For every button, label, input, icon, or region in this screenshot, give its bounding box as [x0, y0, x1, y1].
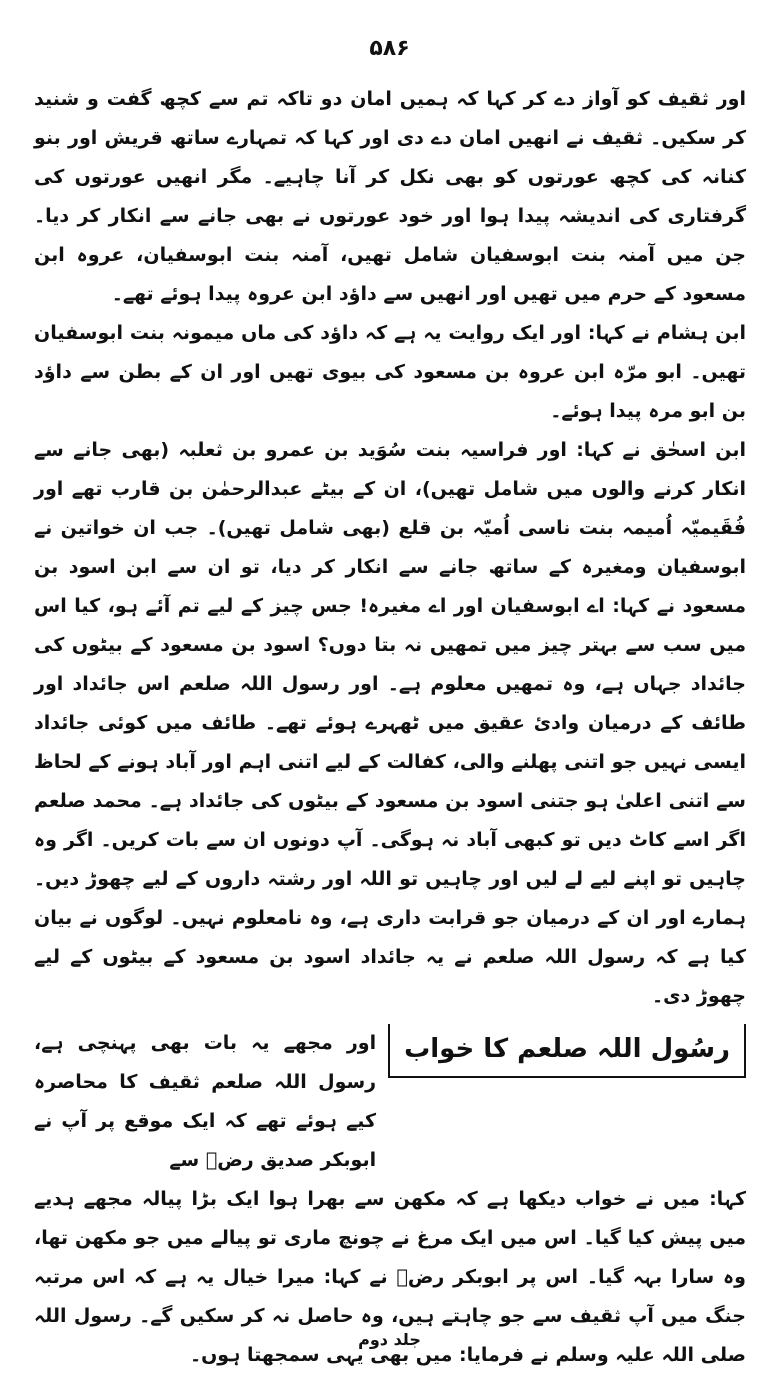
section-body: کہا: میں نے خواب دیکھا ہے کہ مکھن سے بھرا ہوا ایک بڑا پیالہ مجھے ہدیے میں پیش کیا گیا۔ اس میں ایک مرغ نے چونچ ماری تو پیالے میں جو مکھن تھا، وہ سارا بہہ گیا۔ اس پر ابوبکر رضؓ نے کہا: میرا خیال یہ ہے کہ اس مرتبہ جنگ میں آپ ثقیف سے جو چاہتے ہیں، وہ حاصل نہ کر سکیں گے۔ رسول اللہ صلی اللہ علیہ وسلم نے فرمایا: میں بھی یہی سمجھتا ہوں۔: [34, 1188, 746, 1366]
section-intro: اور مجھے یہ بات بھی پہنچی ہے، رسول اللہ صلعم ثقیف کا محاصرہ کیے ہوئے تھے کہ ایک موقع پر آپ نے ابوبکر صدیق رضؓ سے: [34, 1032, 377, 1171]
page-content: [34, 80, 746, 1375]
paragraph-3: ابن اسحٰق نے کہا: اور فراسیہ بنت سُوَید بن عمرو بن ثعلبہ (بھی جانے سے انکار کرنے والوں میں شامل تھیں)، ان کے بیٹے عبدالرحمٰن بن قارب تھے اور فُقَیمیّہ اُمیمہ بنت ناسی اُمیّہ بن قلع (بھی شامل تھیں)۔ جب ان خواتین نے ابوسفیان ومغیرہ کے ساتھ جانے سے انکار کر دیا، تو ان سے ابن اسود بن مسعود نے کہا: اے ابوسفیان اور اے مغیرہ! جس چیز کے لیے تم آئے ہو، کیا اس میں سب سے بہتر چیز میں تمھیں نہ بتا دوں؟ اسود بن مسعود کے بیٹوں کی جائداد جہاں ہے، وہ تمھیں معلوم ہے۔ اور رسول اللہ صلعم اس جائداد اور طائف کے درمیان وادیٔ عقیق میں ٹھہرے ہوئے تھے۔ طائف میں کوئی جائداد ایسی نہیں جو اتنی پھلنے والی، کفالت کے لیے اتنی اہم اور آباد ہونے کے لحاظ سے اتنی اعلیٰ ہو جتنی اسود بن مسعود کے بیٹوں کی جائداد ہے۔ محمد صلعم اگر اسے کاٹ دیں تو کبھی آباد نہ ہوگی۔ آپ دونوں ان سے بات کریں۔ اگر وہ چاہیں تو اپنے لیے لے لیں اور چاہیں تو اللہ اور رشتہ داروں کے لیے چھوڑ دیں۔ ہمارے اور ان کے درمیان جو قرابت داری ہے، وہ نامعلوم نہیں۔ لوگوں نے بیان کیا ہے کہ رسول اللہ صلعم نے یہ جائداد اسود بن مسعود کے بیٹوں کے لیے چھوڑ دی۔: [34, 439, 746, 1007]
page-number: ۵۸۶: [369, 36, 410, 61]
paragraph-1: اور ثقیف کو آواز دے کر کہا کہ ہمیں امان دو تاکہ تم سے کچھ گفت و شنید کر سکیں۔ ثقیف نے انھیں امان دے دی اور کہا کہ تمہارے ساتھ قریش اور بنو کنانہ کی کچھ عورتوں کو بھی نکل کر آنا چاہیے۔ مگر انھیں عورتوں کی گرفتاری کی اندیشہ پیدا ہوا اور خود عورتوں نے بھی جانے سے انکار کر دیا۔ جن میں آمنہ بنت ابوسفیان شامل تھیں، آمنہ بنت ابوسفیان، عروہ ابن مسعود کے حرم میں تھیں اور انھیں سے داؤد ابن عروہ پیدا ہوئے تھے۔: [34, 88, 746, 305]
section-heading-row: [34, 1024, 746, 1180]
volume-footer: جلد دوم: [358, 1330, 421, 1349]
paragraph-2: ابن ہشام نے کہا: اور ایک روایت یہ ہے کہ داؤد کی ماں میمونہ بنت ابوسفیان تھیں۔ ابو مرّہ ابن عروہ بن مسعود کی بیوی تھیں اور ان کے بطن سے داؤد بن ابو مرہ پیدا ہوئے۔: [34, 322, 746, 422]
section-heading: رسُول اللہ صلعم کا خواب: [388, 1024, 746, 1078]
